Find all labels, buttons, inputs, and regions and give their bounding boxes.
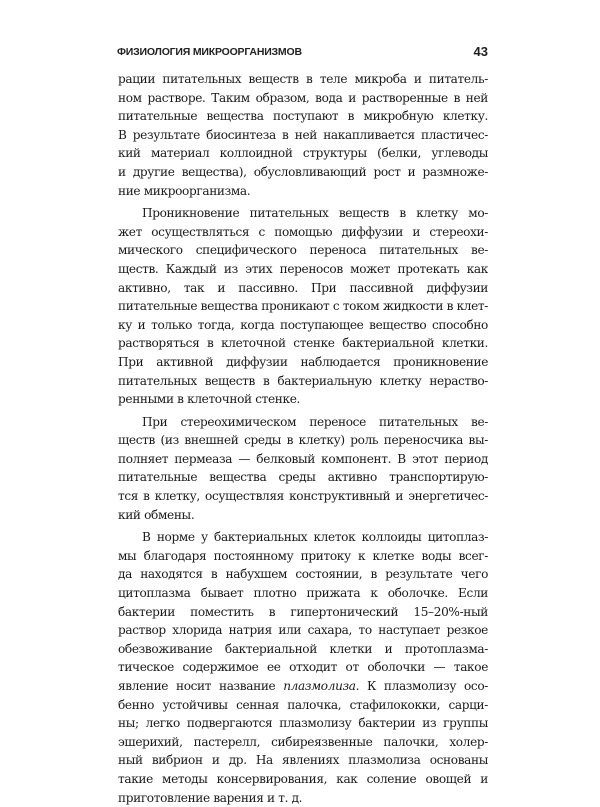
body-text [118,70,488,807]
text-line: активно, так и пассивно. При пассивной диффузии [118,280,488,295]
text-line: Проникновение питательных веществ в клетку мо- [142,206,488,221]
text-line: кий материал коллоидной структуры (белки, углеводы [118,146,488,161]
text-line: бактерии поместить в гипертонический 15–20%-ный [118,604,488,619]
text-line: ренными в клеточной стенке. [118,392,301,407]
text-line: ном растворе. Таким образом, вода и растворенные в ней [118,90,488,105]
text-line: тическое содержимое ее отходит от оболочки — такое [118,660,488,675]
paragraph [118,413,488,525]
text-line: раствор хлорида натрия или сахара, то наступает резкое [118,623,488,638]
text-line: растворяться в клеточной стенке бактериальной клетки. [118,336,488,351]
text-line: да находятся в набухшем состоянии, в результате чего [118,567,488,582]
text-line: мы благодаря постоянному притоку к клетке воды всег- [118,548,488,563]
text-line: питательных веществ в бактериальную клетку нераство- [118,373,488,388]
text-line: эшерихий, пастерелл, сибиреязвенные палочки, холер- [118,734,488,749]
text-line: питательные вещества проникают с током жидкости в клет- [118,299,488,314]
text-line: кий обмены. [118,507,195,522]
text-line: В результате биосинтеза в ней накапливается пластичес- [118,127,488,142]
text-line: приготовление варения и т. д. [118,790,303,805]
text-line: тся в клетку, осуществляя конструктивный и энергетичес- [118,489,488,504]
text-line: полняет пермеаза — белковый компонент. В этот период [118,451,488,466]
text-line: мического специфического переноса питательных ве- [118,243,488,258]
paragraph [118,204,488,409]
text-line: ние микроорганизма. [118,183,251,198]
text-line: питательные вещества поступают в микробную клетку. [118,109,488,124]
paragraph [118,528,488,807]
text-line: обезвоживание бактериальной клетки и протоплазма- [118,641,488,656]
text-line: цитоплазма бывает плотно прижата к оболочке. Если [118,586,488,601]
running-header [117,44,488,64]
text-line: При активной диффузии наблюдается проникновение [118,354,488,369]
text-line: жет осуществляться с помощью диффузии и стереохи- [118,224,488,239]
running-title: ФИЗИОЛОГИЯ МИКРООРГАНИЗМОВ [117,46,302,58]
text-line: рации питательных веществ в теле микроба и питатель- [118,72,488,86]
text-line: ный вибрион и др. На явлениях плазмолиза основаны [118,753,488,768]
paragraph [118,70,488,200]
text-line: питательные вещества среды активно транспортирую- [118,470,488,485]
text-line: и другие вещества), обусловливающий рост и размноже- [118,164,488,179]
text-line: такие методы консервирования, как соление овощей и [118,771,488,786]
text-line: В норме у бактериальных клеток коллоиды цитоплаз- [142,530,488,545]
text-line: бенно устойчивы сенная палочка, стафилококки, сарци- [118,697,488,712]
text-line: ществ (из внешней среды в клетку) роль переносчика вы- [118,433,488,448]
text-line: При стереохимическом переносе питательных ве- [142,414,488,429]
text-line: ществ. Каждый из этих переносов может протекать как [118,261,488,276]
text-line: явление носит название плазмолиза. К плазмолизу осо- [118,679,488,693]
text-line: ны; легко подвергаются плазмолизу бактерии из группы [118,716,488,731]
text-line: ку и только тогда, когда поступающее вещество способно [118,317,488,332]
page-number: 43 [473,44,488,59]
